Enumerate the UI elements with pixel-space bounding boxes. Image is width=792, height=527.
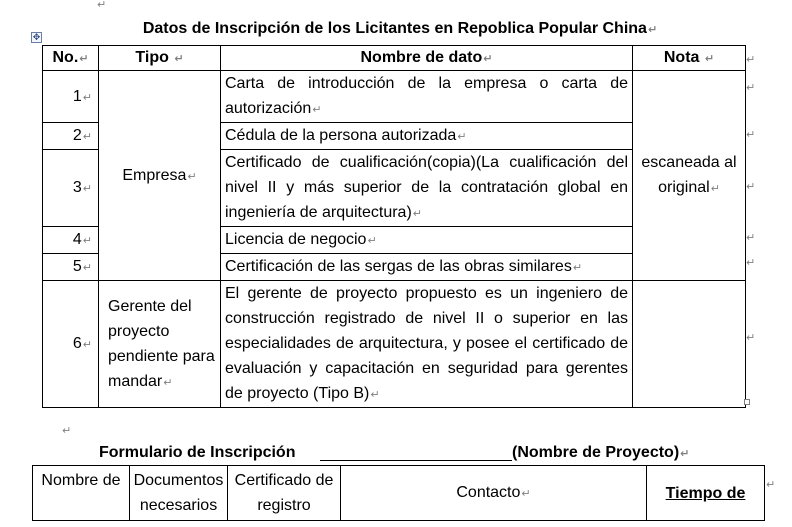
paragraph-mark: ↵: [82, 182, 92, 195]
paragraph-mark: ↵: [766, 478, 776, 491]
header-tipo[interactable]: [99, 46, 221, 71]
form-col-tiempo[interactable]: [647, 466, 765, 521]
nota-empresa-cell[interactable]: [633, 71, 746, 281]
form-col-certificado[interactable]: [228, 466, 341, 521]
header-tipo-label: Tipo: [135, 49, 169, 66]
tipo-empresa: Empresa: [122, 166, 187, 184]
paragraph-mark: ↵: [412, 207, 422, 220]
header-no[interactable]: [43, 46, 99, 71]
paragraph-mark: ↵: [97, 0, 107, 11]
paragraph-mark: ↵: [746, 128, 756, 141]
paragraph-mark: ↵: [746, 331, 756, 344]
row-number: 5: [72, 258, 82, 275]
header-no-label: No.: [52, 49, 79, 66]
registration-form-table: [32, 465, 765, 521]
paragraph-mark: ↵: [457, 130, 467, 143]
tipo-empresa-cell[interactable]: [99, 71, 221, 281]
paragraph-mark: ↵: [82, 90, 92, 104]
paragraph-mark: ↵: [79, 52, 89, 65]
registration-requirements-table: [42, 45, 746, 408]
paragraph-mark: ↵: [746, 231, 756, 244]
header-nombre-label: Nombre de dato: [360, 49, 483, 66]
row-number: 2: [72, 127, 82, 144]
form-col-documentos-label: Documentos necesarios: [133, 472, 224, 514]
paragraph-mark: ↵: [82, 234, 92, 247]
table-move-handle-icon[interactable]: ✥: [32, 32, 41, 42]
form-project-name-text: (Nombre de Proyecto): [512, 444, 680, 461]
paragraph-mark: ↵: [680, 447, 690, 460]
form-col-certificado-label: Certificado de registro: [234, 472, 334, 514]
form-col-documentos[interactable]: [130, 466, 228, 521]
paragraph-mark: ↵: [710, 182, 720, 195]
tipo-gerente: Gerente del proyecto pendiente para mandar: [108, 297, 215, 390]
paragraph-mark: ↵: [187, 169, 197, 183]
form-col-tiempo-label: Tiempo de: [665, 484, 746, 502]
form-col-contacto-label: Contacto: [456, 484, 521, 501]
table-resize-handle[interactable]: [744, 399, 750, 405]
item-text: Certificación de las sergas de las obras similares: [225, 258, 572, 275]
form-col-contacto[interactable]: [341, 466, 647, 521]
header-nota[interactable]: [633, 46, 746, 71]
table-header-row: [43, 46, 746, 71]
nota-gerente-cell[interactable]: [633, 281, 746, 408]
project-name-blank[interactable]: [320, 460, 512, 461]
item-text: Carta de introducción de la empresa o carta de autorización: [225, 75, 628, 117]
form-title: Formulario de Inscripción: [99, 444, 296, 461]
form-col-nombre-label: Nombre de: [41, 472, 121, 489]
item-cell[interactable]: [221, 227, 633, 254]
paragraph-mark: ↵: [746, 256, 756, 269]
table-row: [43, 71, 746, 123]
row-number: 3: [72, 179, 82, 196]
paragraph-mark: ↵: [521, 487, 531, 500]
paragraph-mark: ↵: [82, 338, 92, 351]
paragraph-mark: ↵: [174, 52, 184, 65]
item-cell[interactable]: [221, 254, 633, 281]
row-number: 6: [72, 335, 82, 352]
item-cell[interactable]: [221, 123, 633, 150]
paragraph-mark: ↵: [746, 53, 756, 66]
document-title-text: Datos de Inscripción de los Licitantes en Repoblica Popular China: [142, 20, 647, 37]
paragraph-mark: ↵: [82, 261, 92, 274]
row-number-cell[interactable]: [43, 227, 99, 254]
table-row: [43, 281, 746, 408]
header-nota-label: Nota: [663, 49, 700, 66]
row-number: 1: [72, 87, 82, 105]
item-cell[interactable]: [221, 150, 633, 227]
row-number-cell[interactable]: [43, 254, 99, 281]
item-text: El gerente de proyecto propuesto es un ingeniero de construcción registrado de nivel II o superior en las especialidades de arquitectura, y posee el certificado de evaluación y capacitación en seguridad para gerentes de proyecto (Tipo B): [225, 285, 628, 402]
paragraph-mark: ↵: [367, 234, 377, 247]
row-number-cell[interactable]: [43, 71, 99, 123]
row-number-cell[interactable]: [43, 281, 99, 408]
tipo-gerente-cell[interactable]: [99, 281, 221, 408]
item-cell[interactable]: [221, 71, 633, 123]
row-number-cell[interactable]: [43, 150, 99, 227]
document-title: [100, 20, 700, 38]
paragraph-mark: ↵: [572, 261, 583, 274]
form-header-row: [33, 466, 765, 521]
paragraph-mark: ↵: [483, 52, 493, 65]
row-number: 4: [72, 231, 82, 248]
header-nombre-de-dato[interactable]: [221, 46, 633, 71]
paragraph-mark: ↵: [704, 52, 715, 65]
paragraph-mark: ↵: [163, 375, 173, 389]
row-number-cell[interactable]: [43, 123, 99, 150]
nota-empresa: escaneada al original: [641, 154, 737, 196]
form-project-name-label: [512, 444, 689, 462]
paragraph-mark: ↵: [746, 81, 756, 94]
paragraph-mark: ↵: [370, 388, 380, 401]
paragraph-mark: ↵: [746, 180, 756, 193]
paragraph-mark: ↵: [62, 424, 72, 437]
paragraph-mark: ↵: [82, 130, 92, 143]
item-cell[interactable]: [221, 281, 633, 408]
item-text: Certificado de cualificación(copia)(La cualificación del nivel II y más superior de la contratación global en ingeniería de arquitectura): [225, 154, 628, 221]
item-text: Cédula de la persona autorizada: [225, 127, 457, 144]
item-text: Licencia de negocio: [225, 231, 367, 248]
paragraph-mark: ↵: [647, 23, 658, 36]
paragraph-mark: ↵: [312, 103, 322, 116]
form-col-nombre[interactable]: [33, 466, 130, 521]
